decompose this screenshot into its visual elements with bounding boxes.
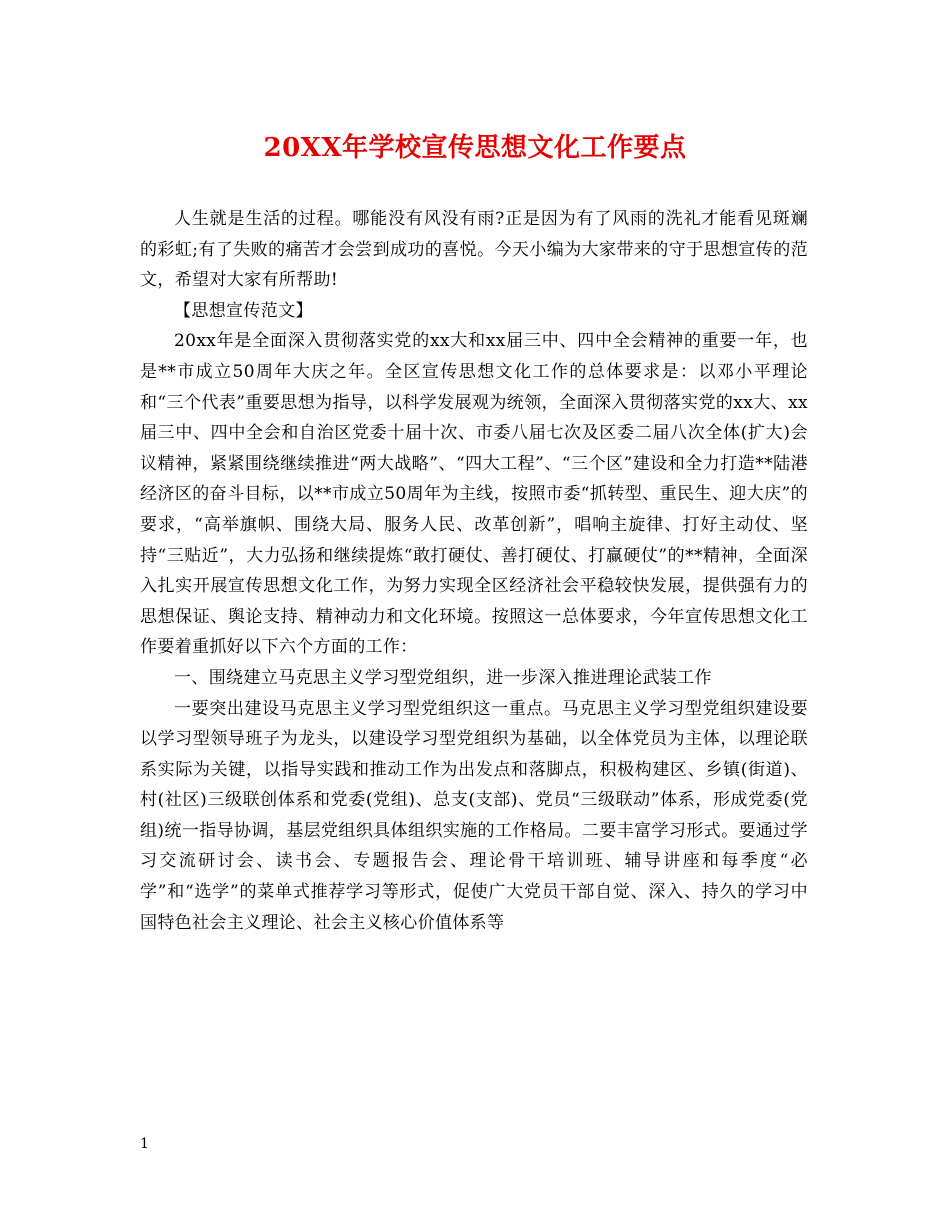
- document-title: 20XX年学校宣传思想文化工作要点: [263, 133, 687, 163]
- paragraph-detail: 一要突出建设马克思主义学习型党组织这一重点。马克思主义学习型党组织建设要以学习型领导班子为龙头，以建设学习型党组织为基础，以全体党员为主体，以理论联系实际为关键，以指导实践和推动工作为出发点和落脚点，积极构建区、乡镇(街道)、村(社区)三级联创体系和党委(党组)、总支(支部)、党员“三级联动”体系，形成党委(党组)统一指导协调，基层党组织具体组织实施的工作格局。二要丰富学习形式。要通过学习交流研讨会、读书会、专题报告会、理论骨干培训班、辅导讲座和每季度“必学”和“选学”的菜单式推荐学习等形式，促使广大党员干部自觉、深入、持久的学习中国特色社会主义理论、社会主义核心价值体系等: [140, 698, 808, 933]
- page-number: 1: [140, 1136, 149, 1152]
- paragraph-intro: 人生就是生活的过程。哪能没有风没有雨?正是因为有了风雨的洗礼才能看见斑斓的彩虹;有了失败的痛苦才会尝到成功的喜悦。今天小编为大家带来的守于思想宣传的范文，希望对大家有所帮助!: [140, 209, 808, 291]
- document-body: [140, 204, 808, 938]
- paragraph-section-label: 【思想宣传范文】: [174, 300, 313, 321]
- paragraph-overview: 20xx年是全面深入贯彻落实党的xx大和xx届三中、四中全会精神的重要一年，也是**市成立50周年大庆之年。全区宣传思想文化工作的总体要求是：以邓小平理论和“三个代表”重要思想为指导，以科学发展观为统领，全面深入贯彻落实党的xx大、xx届三中、四中全会和自治区党委十届十次、市委八届七次及区委二届八次全体(扩大)会议精神，紧紧围绕继续推进“两大战略”、“四大工程”、“三个区”建设和全力打造**陆港经济区的奋斗目标，以**市成立50周年为主线，按照市委“抓转型、重民生、迎大庆”的要求，“高举旗帜、围绕大局、服务人民、改革创新”，唱响主旋律、打好主动仗、坚持“三贴近”，大力弘扬和继续提炼“敢打硬仗、善打硬仗、打赢硬仗”的**精神，全面深入扎实开展宣传思想文化工作，为努力实现全区经济社会平稳较快发展，提供强有力的思想保证、舆论支持、精神动力和文化环境。按照这一总体要求，今年宣传思想文化工作要着重抓好以下六个方面的工作：: [140, 331, 808, 658]
- paragraph-heading-one: 一、围绕建立马克思主义学习型党组织，进一步深入推进理论武装工作: [174, 667, 712, 688]
